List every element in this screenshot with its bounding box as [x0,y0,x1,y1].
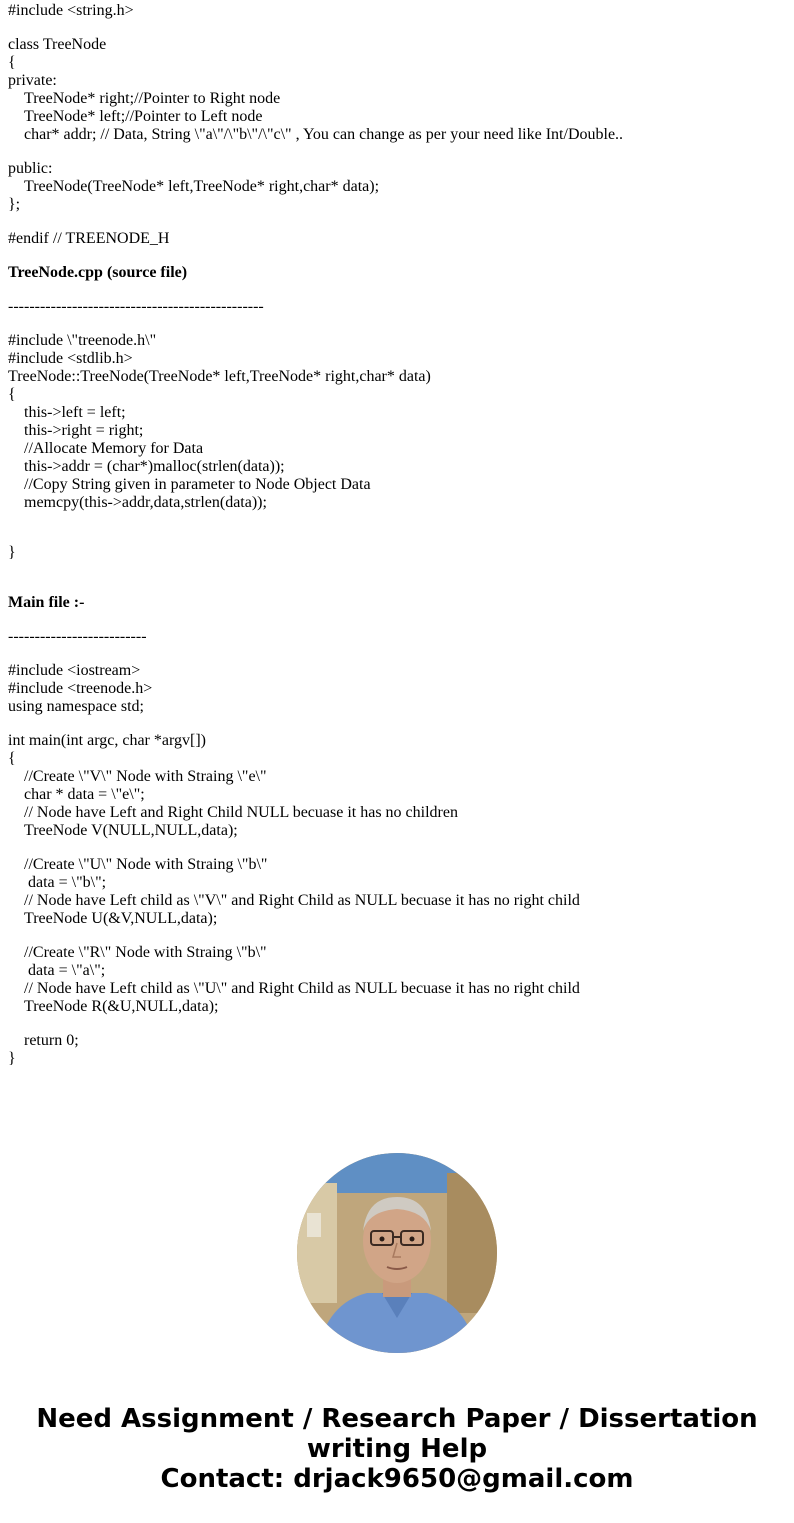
constructor-definition: TreeNode::TreeNode(TreeNode* left,TreeNode* right,char* data) [8,368,431,385]
promo-banner [0,1404,794,1494]
include-treenode-header-line: #include <treenode.h> [8,680,153,697]
blank-line [8,282,788,298]
blank-line [8,1016,788,1032]
addr-member-line: char* addr; // Data, String \"a\"/\"b\"/\"c\" , You can change as per your need like Int/Double.. [24,126,624,143]
blank-line [8,528,788,544]
ctor-close-brace: } [8,544,16,561]
r-node-comment: //Create \"R\" Node with Straing \"b\" [24,944,267,961]
class-declaration: class TreeNode [8,36,107,53]
this-left-line: this->left = left; [24,404,126,421]
blank-line [8,840,788,856]
u-node-comment: //Create \"U\" Node with Straing \"b\" [24,856,268,873]
author-avatar [297,1153,497,1353]
this-right-line: this->right = right; [24,422,144,439]
blank-line [8,20,788,36]
blank-line [8,646,788,662]
blank-line [8,716,788,732]
private-label: private: [8,72,57,89]
source-file-heading: TreeNode.cpp (source file) [8,264,188,281]
include-string-line: #include <string.h> [8,2,134,19]
main-separator: -------------------------- [8,628,147,645]
class-close-brace: }; [8,196,21,213]
blank-line [8,214,788,230]
v-node-data-line: char * data = \"e\"; [24,786,145,803]
blank-line [8,144,788,160]
r-node-constructor: TreeNode R(&U,NULL,data); [24,998,219,1015]
promo-contact-line: Contact: drjack9650@gmail.com [160,1464,634,1494]
v-node-constructor: TreeNode V(NULL,NULL,data); [24,822,238,839]
blank-line [8,316,788,332]
return-line: return 0; [24,1032,79,1049]
source-separator: ------------------------------------------------ [8,298,264,315]
promo-line-2: writing Help [306,1434,488,1464]
left-member-line: TreeNode* left;//Pointer to Left node [24,108,263,125]
copy-comment: //Copy String given in parameter to Node Object Data [24,476,371,493]
include-iostream-line: #include <iostream> [8,662,141,679]
alloc-comment: //Allocate Memory for Data [24,440,204,457]
public-label: public: [8,160,53,177]
class-open-brace: { [8,54,16,71]
code-document [8,2,788,1068]
ctor-open-brace: { [8,386,16,403]
right-member-line: TreeNode* right;//Pointer to Right node [24,90,281,107]
malloc-line: this->addr = (char*)malloc(strlen(data)); [24,458,285,475]
u-node-data-line: data = \"b\"; [28,874,107,891]
include-stdlib-line: #include <stdlib.h> [8,350,133,367]
main-close-brace: } [8,1050,16,1067]
endif-line: #endif // TREENODE_H [8,230,170,247]
r-node-comment-2: // Node have Left child as \"U\" and Right Child as NULL becuase it has no right child [24,980,580,997]
u-node-comment-2: // Node have Left child as \"V\" and Right Child as NULL becuase it has no right child [24,892,580,909]
v-node-comment: //Create \"V\" Node with Straing \"e\" [24,768,267,785]
using-namespace-line: using namespace std; [8,698,144,715]
promo-line-1: Need Assignment / Research Paper / Dissertation [36,1404,758,1434]
r-node-data-line: data = \"a\"; [28,962,106,979]
memcpy-line: memcpy(this->addr,data,strlen(data)); [24,494,267,511]
main-signature: int main(int argc, char *argv[]) [8,732,206,749]
include-treenode-line: #include \"treenode.h\" [8,332,157,349]
blank-line [8,562,788,578]
main-file-heading: Main file :- [8,594,85,611]
u-node-constructor: TreeNode U(&V,NULL,data); [24,910,218,927]
main-open-brace: { [8,750,16,767]
portrait-image [297,1153,497,1353]
blank-line [8,928,788,944]
blank-line [8,248,788,264]
blank-line [8,612,788,628]
blank-line [8,512,788,528]
blank-line [8,578,788,594]
v-node-comment-2: // Node have Left and Right Child NULL becuase it has no children [24,804,458,821]
constructor-declaration: TreeNode(TreeNode* left,TreeNode* right,char* data); [24,178,380,195]
